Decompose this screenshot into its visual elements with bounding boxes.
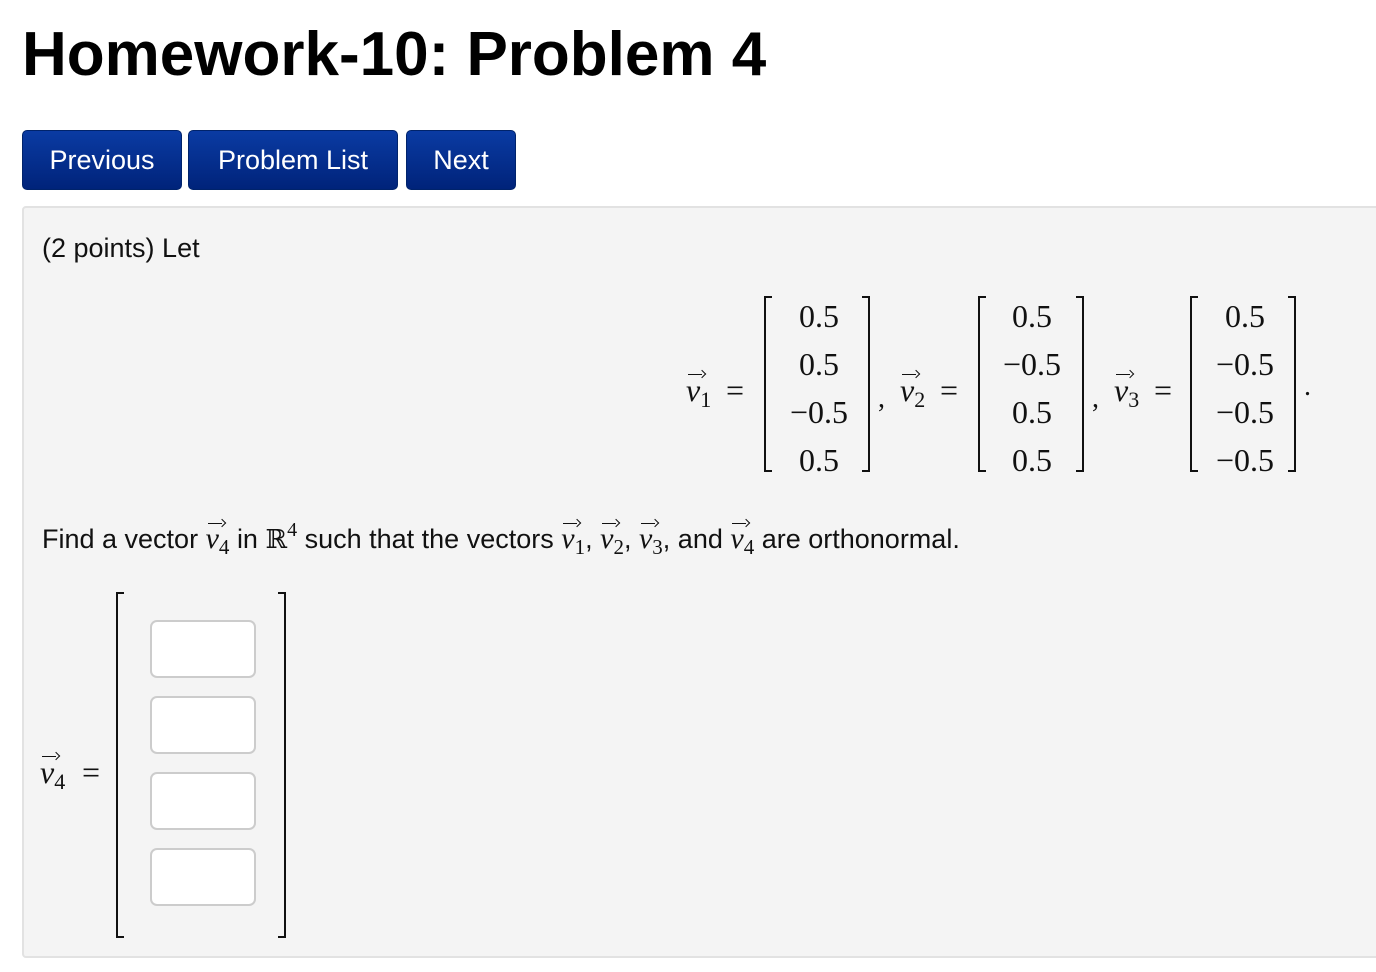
vector-v1-entry: 0.5 — [799, 442, 839, 478]
bracket-right — [1076, 296, 1084, 472]
vector-v3-label: $v_3$ — [1114, 372, 1140, 412]
vector-v2-entry: 0.5 — [1012, 298, 1052, 334]
answer-entry-3-input[interactable] — [150, 772, 256, 830]
bracket-left — [978, 296, 986, 472]
vector-v3-entry: −0.5 — [1215, 346, 1275, 382]
bracket-right — [1288, 296, 1296, 472]
answer-entry-2-input[interactable] — [150, 696, 256, 754]
problem-intro: (2 points) Let — [42, 233, 200, 263]
vector-v3-entry: 0.5 — [1225, 298, 1265, 334]
equals-sign: = — [726, 372, 745, 408]
period: . — [1304, 371, 1311, 402]
question-text: Find a vector $v_4$ in ℝ$^4$ such that the vectors $v_1$, $v_2$, $v_3$, and $v_4$ are orthonormal. — [42, 519, 960, 559]
comma: , — [878, 383, 885, 414]
equals-sign: = — [1154, 372, 1173, 408]
previous-button[interactable]: Previous — [22, 130, 182, 190]
vector-v1-entry: 0.5 — [799, 346, 839, 382]
vector-v1-entry: 0.5 — [799, 298, 839, 334]
answer-entry-1-input[interactable] — [150, 620, 256, 678]
vector-v3-entry: −0.5 — [1215, 442, 1275, 478]
bracket-right — [278, 592, 286, 938]
vector-v1-label: $v_1$ — [686, 372, 712, 412]
vector-v1-entry: −0.5 — [789, 394, 849, 430]
comma: , — [1092, 383, 1099, 414]
vector-v2-entry: 0.5 — [1012, 442, 1052, 478]
problem-panel — [22, 206, 1376, 958]
bracket-left — [116, 592, 124, 938]
equals-sign: = — [82, 754, 101, 790]
bracket-left — [764, 296, 772, 472]
equals-sign: = — [940, 372, 959, 408]
vector-v3-entry: −0.5 — [1215, 394, 1275, 430]
bracket-left — [1190, 296, 1198, 472]
bracket-right — [862, 296, 870, 472]
vector-v2-entry: 0.5 — [1012, 394, 1052, 430]
given-vectors — [24, 292, 1364, 482]
vector-v2-label: $v_2$ — [900, 372, 926, 412]
vector-v2-entry: −0.5 — [1002, 346, 1062, 382]
problem-list-button[interactable]: Problem List — [188, 130, 398, 190]
next-button[interactable]: Next — [406, 130, 516, 190]
page-title: Homework-10: Problem 4 — [22, 20, 767, 89]
answer-entry-4-input[interactable] — [150, 848, 256, 906]
answer-vector-label: $v_4$ — [40, 754, 66, 794]
